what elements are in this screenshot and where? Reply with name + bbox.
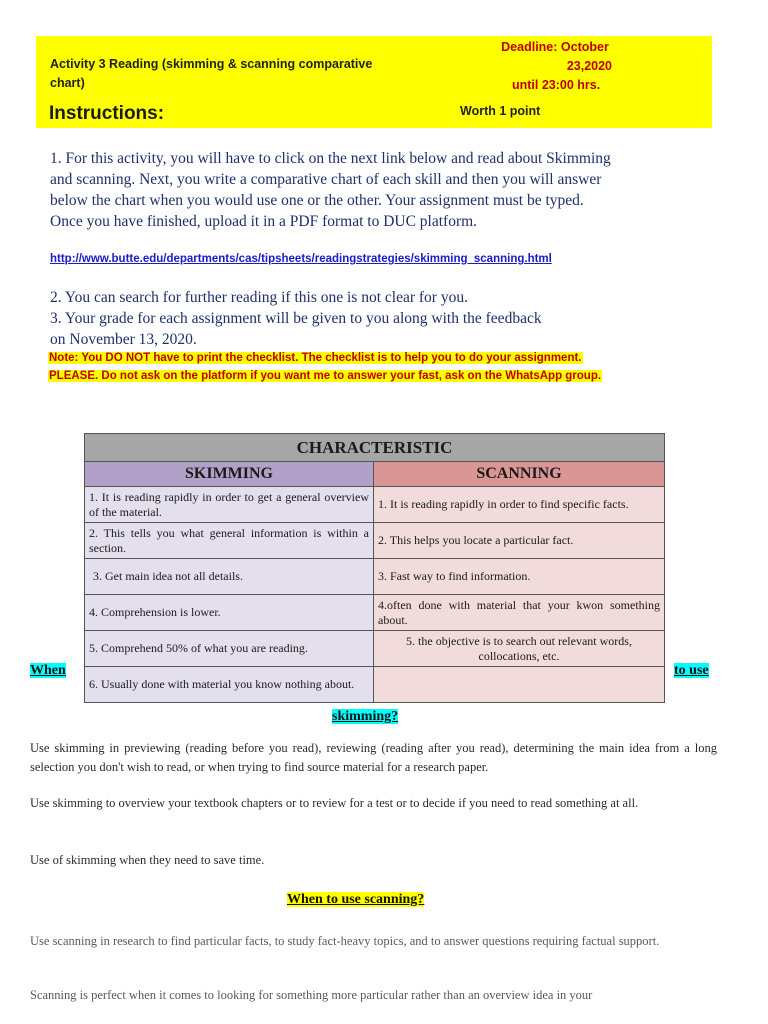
scanning-paragraph-1: Use scanning in research to find particular facts, to study fact-heavy topics, and to answer questions requiring factual support.: [30, 934, 660, 948]
chart-header-row: [85, 462, 665, 487]
skimming-cell: 2. This tells you what general information is within a section.: [85, 523, 374, 559]
activity-title-line1: Activity 3 Reading (skimming & scanning comparative: [50, 57, 373, 71]
table-row: [85, 667, 665, 703]
deadline: [480, 38, 630, 95]
table-row: [85, 631, 665, 667]
instruction-paragraph-2: [50, 287, 730, 350]
comparison-chart: [84, 433, 665, 703]
scanning-cell: 3. Fast way to find information.: [374, 559, 665, 595]
scanning-paragraph-2: Scanning is perfect when it comes to looking for something more particular rather than an overview idea in your: [30, 988, 593, 1002]
scanning-cell: 4.often done with material that your kwon something about.: [374, 595, 665, 631]
reading-link[interactable]: http://www.butte.edu/departments/cas/tipsheets/readingstrategies/skimming_scanning.html: [50, 253, 552, 265]
skimming-paragraph-1: Use skimming in previewing (reading before you read), reviewing (reading after you read), determining the main idea from a long selection you don't wish to read, or when trying to find source material for a research paper.: [30, 741, 717, 774]
scanning-cell: [374, 667, 665, 703]
deadline-line1: Deadline: October: [501, 40, 609, 54]
skimming-header: SKIMMING: [85, 462, 374, 487]
scanning-header: SCANNING: [374, 462, 665, 487]
table-row: [85, 595, 665, 631]
note-line-1: [48, 349, 583, 367]
note-text: PLEASE. Do not ask on the platform if you want me to answer your fast, ask on the WhatsApp group.: [49, 370, 602, 382]
skimming-heading-left: [30, 661, 66, 679]
deadline-line2: 23,2020: [566, 59, 612, 73]
worth-points: Worth 1 point: [460, 104, 541, 118]
heading-fragment: When: [30, 663, 66, 678]
activity-title-line2: chart): [50, 76, 85, 90]
p1-line: below the chart when you would use one or the other. Your assignment must be typed.: [50, 192, 584, 209]
deadline-line3: until 23:00 hrs.: [512, 78, 601, 92]
chart-title-row: [85, 434, 665, 462]
heading-fragment: skimming?: [332, 709, 399, 724]
scanning-heading: [287, 890, 424, 908]
note-line-2: [48, 367, 602, 385]
note-text: Note: You DO NOT have to print the checklist. The checklist is to help you to do your assignment.: [49, 352, 582, 364]
skimming-paragraph-2: Use skimming to overview your textbook chapters or to review for a test or to decide if you need to read something at all.: [30, 796, 639, 810]
p3-line: on November 13, 2020.: [50, 331, 197, 348]
table-row: [85, 523, 665, 559]
heading-fragment: to use: [674, 663, 709, 678]
skimming-cell: 6. Usually done with material you know nothing about.: [85, 667, 374, 703]
skimming-paragraph-3: Use of skimming when they need to save time.: [30, 853, 265, 867]
p3-line: 3. Your grade for each assignment will be given to you along with the feedback: [50, 310, 542, 327]
skimming-heading-line2: [332, 707, 398, 725]
instructions-heading: Instructions:: [49, 103, 165, 124]
p2-line: 2. You can search for further reading if this one is not clear for you.: [50, 289, 468, 306]
p1-line: and scanning. Next, you write a comparative chart of each skill and then you will answer: [50, 171, 602, 188]
skimming-cell: 5. Comprehend 50% of what you are reading.: [85, 631, 374, 667]
scanning-cell: 2. This helps you locate a particular fact.: [374, 523, 665, 559]
chart-title: CHARACTERISTIC: [85, 434, 665, 462]
heading-text: When to use scanning?: [287, 892, 425, 907]
skimming-cell: 4. Comprehension is lower.: [85, 595, 374, 631]
p1-line: Once you have finished, upload it in a PDF format to DUC platform.: [50, 213, 478, 230]
p1-line: 1. For this activity, you will have to click on the next link below and read about Skimming: [50, 150, 611, 167]
skimming-heading-right: [674, 661, 709, 679]
table-row: [85, 559, 665, 595]
table-row: [85, 487, 665, 523]
scanning-cell: 5. the objective is to search out relevant words, collocations, etc.: [374, 631, 665, 667]
scanning-cell: 1. It is reading rapidly in order to find specific facts.: [374, 487, 665, 523]
skimming-cell: 3. Get main idea not all details.: [85, 559, 374, 595]
skimming-cell: 1. It is reading rapidly in order to get a general overview of the material.: [85, 487, 374, 523]
instruction-paragraph-1: [50, 148, 730, 232]
